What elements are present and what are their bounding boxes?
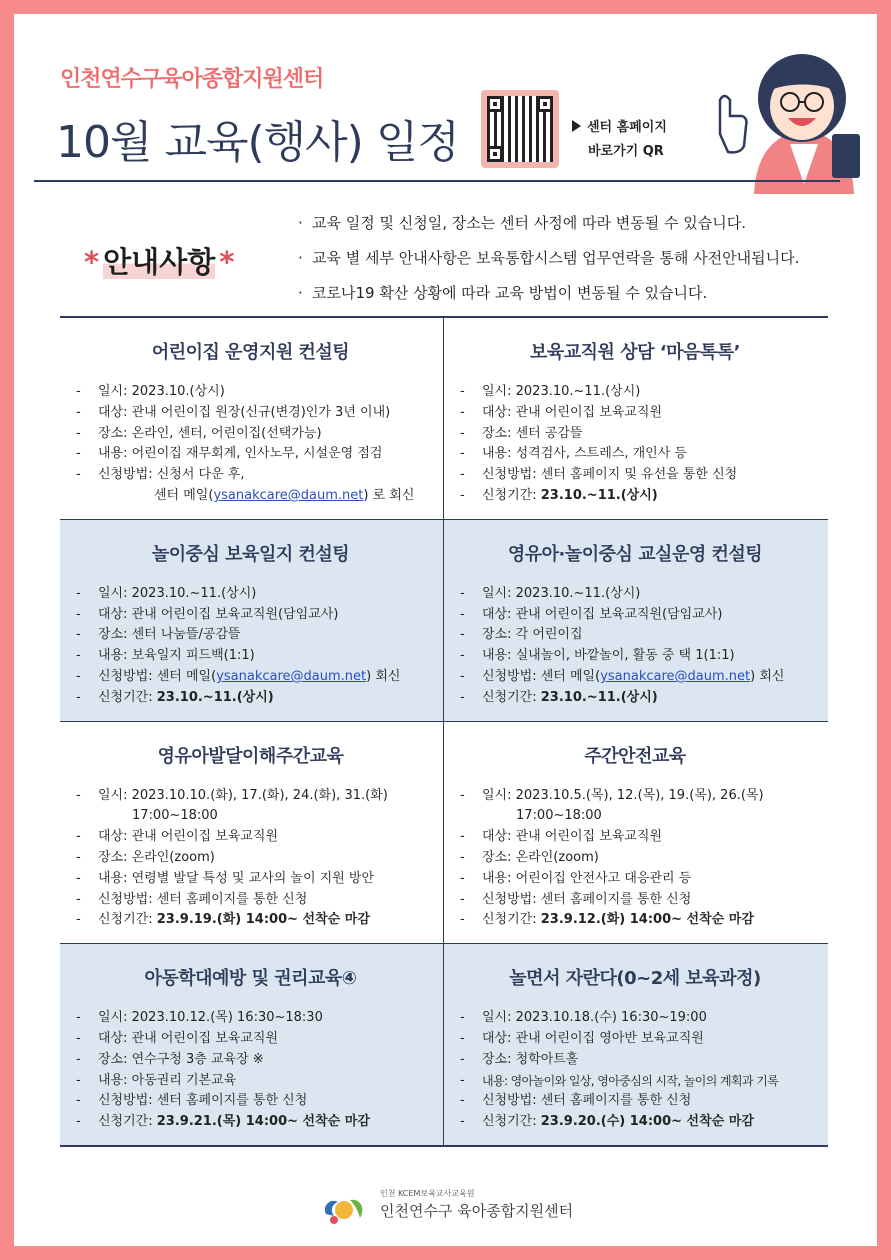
email-link[interactable]: ysanakcare@daum.net — [216, 668, 367, 684]
footer-subtitle: 인천 KCEM보육교사교육원 — [380, 1189, 475, 1198]
program-target: - 대상: 관내 어린이집 보육교직원 — [76, 1030, 279, 1046]
star-icon: * — [84, 245, 100, 279]
program-place: - 장소: 온라인(zoom) — [76, 849, 215, 865]
program-card — [60, 722, 444, 944]
program-period: - 신청기간: 23.10.~11.(상시) — [460, 689, 658, 705]
program-content: - 내용: 연령별 발달 특성 및 교사의 놀이 지원 방안 — [76, 870, 375, 886]
program-date: - 일시: 2023.10.10.(화), 17.(화), 24.(화), 31.(화) — [76, 787, 388, 803]
program-card — [60, 318, 444, 519]
schedule-row — [60, 318, 828, 520]
email-link[interactable]: ysanakcare@daum.net — [600, 668, 751, 684]
program-target: - 대상: 관내 어린이집 보육교직원 — [76, 829, 279, 845]
program-title: 어린이집 운영지원 컨설팅 — [151, 342, 350, 363]
program-method: - 신청방법: 센터 홈페이지를 통한 신청 — [76, 891, 308, 907]
notice-list — [298, 206, 838, 311]
page-title: 10월 교육(행사) 일정 — [56, 117, 459, 168]
program-content: - 내용: 어린이집 안전사고 대응관리 등 — [460, 870, 692, 886]
program-title: 놀면서 자란다(0~2세 보육과정) — [509, 968, 761, 990]
program-method: - 신청방법: 센터 홈페이지를 통한 신청 — [460, 891, 692, 907]
program-target: - 대상: 관내 어린이집 보육교직원(담임교사) — [460, 606, 723, 622]
program-content: - 내용: 아동권리 기본교육 — [76, 1072, 237, 1088]
program-place: - 장소: 온라인, 센터, 어린이집(선택가능) — [76, 425, 322, 441]
program-title: 보육교직원 상담 ‘마음톡톡’ — [530, 342, 740, 363]
star-icon: * — [219, 245, 235, 279]
program-method: - 신청방법: 센터 홈페이지 및 유선을 통한 신청 — [460, 467, 738, 483]
program-date: - 일시: 2023.10.~11.(상시) — [460, 585, 641, 601]
qr-note — [572, 116, 667, 164]
program-target: - 대상: 관내 어린이집 보육교직원 — [460, 829, 663, 845]
program-title: 놀이중심 보육일지 컨설팅 — [151, 543, 350, 565]
schedule-row — [60, 722, 828, 945]
program-method: - 신청방법: 센터 메일(ysanakcare@daum.net) 회신 — [76, 668, 401, 684]
qr-finder-icon — [487, 96, 503, 112]
program-date: - 일시: 2023.10.18.(수) 16:30~19:00 — [460, 1010, 707, 1026]
program-target: - 대상: 관내 어린이집 영아반 보육교직원 — [460, 1030, 704, 1046]
schedule-grid — [60, 316, 828, 1147]
schedule-row — [60, 520, 828, 722]
program-title: 영유아·놀이중심 교실운영 컨설팅 — [507, 543, 763, 565]
program-method-cont: 센터 메일(ysanakcare@daum.net) 로 회신 — [154, 487, 415, 503]
header-divider — [34, 180, 840, 182]
program-place: - 장소: 연수구청 3층 교육장 ※ — [76, 1051, 264, 1067]
program-content: - 내용: 보육일지 피드백(1:1) — [76, 648, 255, 664]
program-content: - 내용: 성격검사, 스트레스, 개인사 등 — [460, 446, 687, 462]
qr-finder-icon — [487, 146, 503, 162]
program-content: - 내용: 영아놀이와 일상, 영아중심의 시작, 놀이의 계획과 기록 — [460, 1072, 779, 1088]
program-date: - 일시: 2023.10.~11.(상시) — [460, 384, 641, 399]
program-period: - 신청기간: 23.9.19.(화) 14:00~ 선착순 마감 — [76, 912, 370, 928]
program-date: - 일시: 2023.10.5.(목), 12.(목), 19.(목), 26.(목) — [460, 787, 764, 803]
program-period: - 신청기간: 23.10.~11.(상시) — [76, 689, 274, 705]
program-period: - 신청기간: 23.9.21.(목) 14:00~ 선착순 마감 — [76, 1114, 370, 1130]
poster — [14, 14, 877, 1246]
program-card — [60, 944, 444, 1145]
program-place: - 장소: 센터 공감뜰 — [460, 425, 583, 441]
program-title: 영유아발달이해주간교육 — [157, 745, 344, 767]
notice-item: · 코로나19 확산 상황에 따라 교육 방법이 변동될 수 있습니다. — [298, 284, 708, 302]
schedule-row — [60, 944, 828, 1145]
program-period: - 신청기간: 23.10.~11.(상시) — [460, 487, 658, 503]
program-card — [444, 722, 828, 944]
program-method: - 신청방법: 센터 홈페이지를 통한 신청 — [76, 1093, 308, 1109]
program-content: - 내용: 실내놀이, 바깥놀이, 활동 중 택 1(1:1) — [460, 648, 735, 664]
qr-finder-icon — [537, 96, 553, 112]
program-place: - 장소: 센터 나눔뜰/공감뜰 — [76, 627, 241, 643]
program-date: - 일시: 2023.10.(상시) — [76, 384, 225, 399]
qr-note-line1: 센터 홈페이지 — [587, 120, 667, 135]
program-content: - 내용: 어린이집 재무회계, 인사노무, 시설운영 점검 — [76, 446, 383, 462]
program-target: - 대상: 관내 어린이집 원장(신규(변경)인가 3년 이내) — [76, 404, 391, 420]
program-method: - 신청방법: 신청서 다운 후, — [76, 467, 245, 483]
program-period: - 신청기간: 23.9.12.(화) 14:00~ 선착순 마감 — [460, 912, 754, 928]
program-place: - 장소: 온라인(zoom) — [460, 849, 599, 865]
program-place: - 장소: 청학아트홀 — [460, 1051, 579, 1067]
program-time: 17:00~18:00 — [516, 808, 602, 824]
program-place: - 장소: 각 어린이집 — [460, 627, 583, 643]
program-date: - 일시: 2023.10.~11.(상시) — [76, 585, 257, 601]
notice-item: · 교육 별 세부 안내사항은 보육통합시스템 업무연락을 통해 사전안내됩니다. — [298, 249, 800, 267]
org-name: 인천연수구육아종합지원센터 — [60, 67, 324, 92]
program-time: 17:00~18:00 — [132, 808, 218, 824]
program-card — [444, 318, 828, 519]
program-card — [444, 944, 828, 1145]
notice-item: · 교육 일정 및 신청일, 장소는 센터 사정에 따라 변동될 수 있습니다. — [298, 214, 746, 232]
center-logo-icon — [320, 1192, 368, 1226]
program-date: - 일시: 2023.10.12.(목) 16:30~18:30 — [76, 1010, 323, 1026]
notice-title-text: 안내사항 — [103, 245, 216, 279]
program-target: - 대상: 관내 어린이집 보육교직원 — [460, 404, 663, 420]
teacher-illustration-icon — [694, 34, 874, 194]
program-title: 아동학대예방 및 권리교육④ — [144, 968, 357, 990]
play-arrow-icon — [572, 120, 581, 132]
program-title: 주간안전교육 — [584, 745, 686, 767]
qr-code[interactable] — [481, 90, 559, 168]
qr-note-line2: 바로가기 QR — [588, 144, 664, 159]
notice-title — [80, 240, 238, 281]
program-method: - 신청방법: 센터 메일(ysanakcare@daum.net) 회신 — [460, 668, 785, 684]
program-card — [444, 520, 828, 721]
program-period: - 신청기간: 23.9.20.(수) 14:00~ 선착순 마감 — [460, 1114, 754, 1130]
email-link[interactable]: ysanakcare@daum.net — [213, 487, 364, 503]
program-method: - 신청방법: 센터 홈페이지를 통한 신청 — [460, 1093, 692, 1109]
program-card — [60, 520, 444, 721]
program-target: - 대상: 관내 어린이집 보육교직원(담임교사) — [76, 606, 339, 622]
footer-org-name: 인천연수구 육아종합지원센터 — [380, 1202, 574, 1220]
